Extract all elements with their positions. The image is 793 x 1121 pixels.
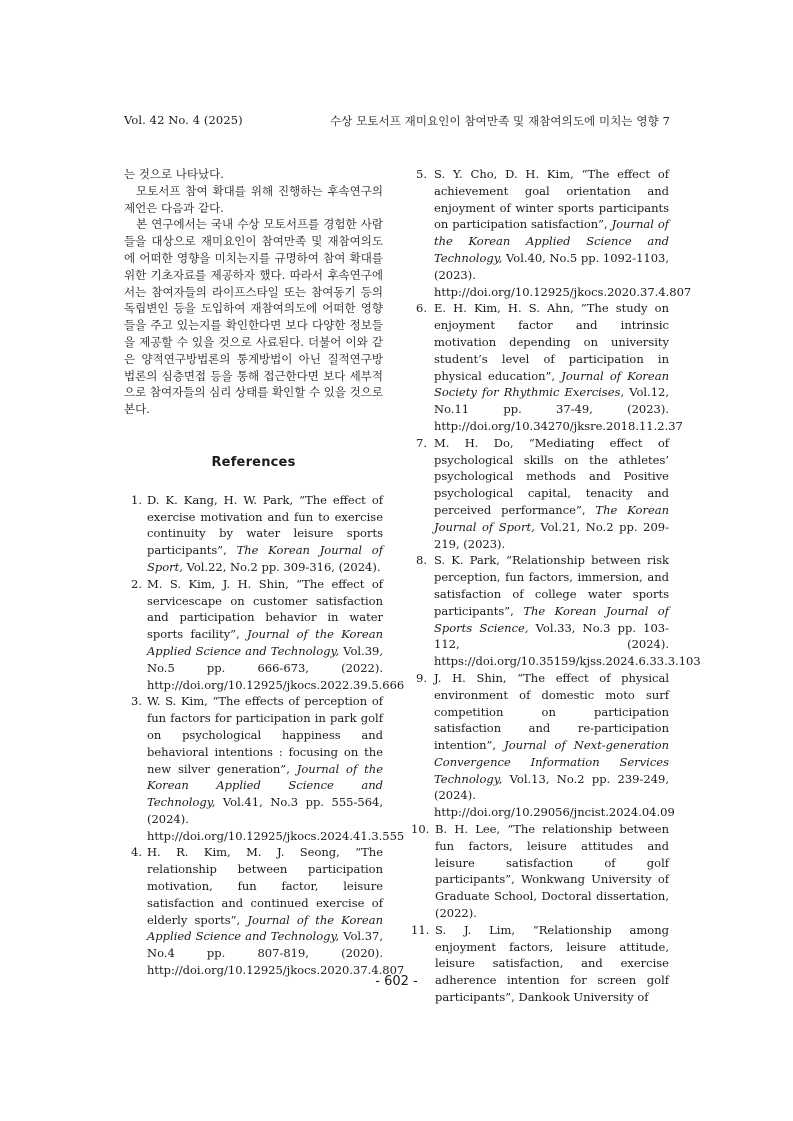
reference-text: M. H. Do, “Mediating effect of psychological skills on the athletes’ psychological methods and Positive psychological capital, tenacity and perceived performance”, xyxy=(434,435,669,517)
reference-journal: Journal of the Korean Applied Science and Technology, xyxy=(147,912,383,944)
reference-text: D. K. Kang, H. W. Park, “The effect of exercise motivation and fun to exercise continuity by water leisure sports participants”, xyxy=(147,492,383,558)
reference-text: S. K. Park, “Relationship between risk perception, fun factors, immersion, and satisfaction of college water sports participants”, xyxy=(434,553,669,618)
reference-journal: Journal of the Korean Applied Science and Technology, xyxy=(147,761,383,810)
reference-journal: Journal of Korean Society for Rhythmic Exercises, xyxy=(434,368,669,400)
reference-details: Vol.37, No.4 pp. 807-819, (2020). http://doi.org/10.12925/jkocs.2020.37.4.807 xyxy=(147,929,405,978)
reference-item xyxy=(415,435,669,553)
reference-number: 6. xyxy=(416,301,427,316)
reference-text: H. R. Kim, M. J. Seong, “The relationship between participation motivation, fun factor, leisure satisfaction and continued exercise of elderly sports”, xyxy=(147,845,383,927)
references-heading: References xyxy=(211,454,296,470)
reference-number: 2. xyxy=(131,576,142,591)
reference-journal: The Korean Journal of Sport, xyxy=(147,543,383,574)
reference-text: W. S. Kim, “The effects of perception of fun factors for participation in park golf on psychological happiness and behavioral intentions : focusing on the new silver generation”, xyxy=(147,694,383,776)
reference-item xyxy=(124,492,383,576)
reference-journal: The Korean Journal of Sports Science, xyxy=(434,603,669,635)
reference-item xyxy=(415,300,683,434)
reference-list-left xyxy=(124,492,405,979)
running-header-title: 수상 모토서프 재미요인이 참여만족 및 재참여의도에 미치는 영향 7 xyxy=(329,114,670,128)
reference-text: M. S. Kim, J. H. Shin, “The effect of servicescape on customer satisfaction and participation behavior in water sports facility”, xyxy=(147,576,383,642)
right-column xyxy=(411,166,701,1006)
reference-item xyxy=(415,166,692,300)
reference-details: Vol.12, No.11 pp. 37-49, (2023). http://doi.org/10.34270/jksre.2018.11.2.37 xyxy=(434,385,683,433)
reference-journal: Journal of Next-generation Convergence Information Services Technology, xyxy=(434,738,669,786)
reference-journal: Journal of the Korean Applied Science and Technology, xyxy=(147,627,383,658)
left-column xyxy=(124,166,405,979)
reference-list-right xyxy=(411,166,701,1006)
reference-item xyxy=(124,844,405,978)
reference-details: Vol.40, No.5 pp. 1092-1103, (2023). http://doi.org/10.12925/jkocs.2020.37.4.807 xyxy=(434,250,692,299)
reference-number: 11. xyxy=(411,922,430,937)
reference-item xyxy=(415,670,675,821)
reference-number: 3. xyxy=(131,694,142,709)
reference-text: S. J. Lim, “Relationship among enjoyment factors, leisure attitude, leisure satisfaction, and exercise adherence intention for screen golf participants”, Dankook University of xyxy=(435,922,669,1005)
reference-details: Vol.22, No.2 pp. 309-316, (2024). xyxy=(182,559,381,574)
reference-number: 1. xyxy=(131,492,142,507)
reference-number: 4. xyxy=(131,845,142,860)
reference-journal: Journal of the Korean Applied Science and Technology, xyxy=(434,217,669,265)
reference-details: Vol.33, No.3 pp. 103-112, (2024). https://doi.org/10.35159/kjss.2024.6.33.3.103 xyxy=(434,620,701,669)
reference-number: 9. xyxy=(416,670,427,685)
reference-journal: The Korean Journal of Sport, xyxy=(434,502,670,534)
reference-item xyxy=(415,552,701,670)
reference-item xyxy=(411,922,669,1006)
reference-text: E. H. Kim, H. S. Ahn, “The study on enjoyment factor and intrinsic motivation depending on university student’s level of participation in physical education”, xyxy=(434,301,669,383)
reference-item xyxy=(124,576,405,694)
body-paragraph: 본 연구에서는 국내 수상 모토서프를 경험한 사람들을 대상으로 재미요인이 참여만족 및 재참여의도에 어떠한 영향을 미치는지를 규명하여 참여 확대를 위한 기초자료를 제공하자 했다. 따라서 후속연구에서는 참여자들의 라이프스타일 또는 참여동기 등의 독립변인 등을 도입하여 재참여의도에 어떠한 영향들을 주고 있는지를 확인한다면 보다 다양한 정보들을 제공할 수 있을 것으로 사료된다. 더불어 이와 같은 양적연구방법론의 통계방법이 아닌 질적연구방법론의 심층면접 등을 통해 접근한다면 보다 세부적으로 참여자들의 심리 상태를 확인할 수 있을 것으로 본다. xyxy=(124,217,383,417)
reference-details: Vol.21, No.2 pp. 209-219, (2023). xyxy=(434,519,670,551)
reference-details: Vol.41, No.3 pp. 555-564, (2024). http://doi.org/10.12925/jkocs.2024.41.3.555 xyxy=(147,795,405,843)
body-paragraph: 는 것으로 나타났다. xyxy=(124,167,224,181)
reference-item xyxy=(124,693,405,844)
reference-number: 8. xyxy=(416,553,427,568)
reference-number: 10. xyxy=(411,822,430,837)
body-paragraph: 모토서프 참여 확대를 위해 진행하는 후속연구의 제언은 다음과 같다. xyxy=(124,183,383,215)
reference-text: S. Y. Cho, D. H. Kim, “The effect of achievement goal orientation and enjoyment of winter sports participants on participation satisfaction”, xyxy=(434,167,669,232)
reference-number: 7. xyxy=(416,435,427,450)
reference-text: B. H. Lee, “The relationship between fun factors, leisure attitudes and leisure satisfaction of golf participants”, Wonkwang University of Graduate School, Doctoral dissertation, (2022). xyxy=(435,822,669,921)
reference-details: Vol.39, No.5 pp. 666-673, (2022). http://doi.org/10.12925/jkocs.2022.39.5.666 xyxy=(147,643,405,692)
page-number: - 602 - xyxy=(375,974,418,989)
reference-item xyxy=(411,821,669,922)
reference-number: 5. xyxy=(416,167,427,181)
reference-details: Vol.13, No.2 pp. 239-249, (2024). http://doi.org/10.29056/jncist.2024.04.09 xyxy=(434,771,675,820)
running-header-volume: Vol. 42 No. 4 (2025) xyxy=(124,113,243,127)
reference-text: J. H. Shin, “The effect of physical environment of domestic moto surf competition on participation satisfaction and re-participation intention”, xyxy=(434,670,669,753)
